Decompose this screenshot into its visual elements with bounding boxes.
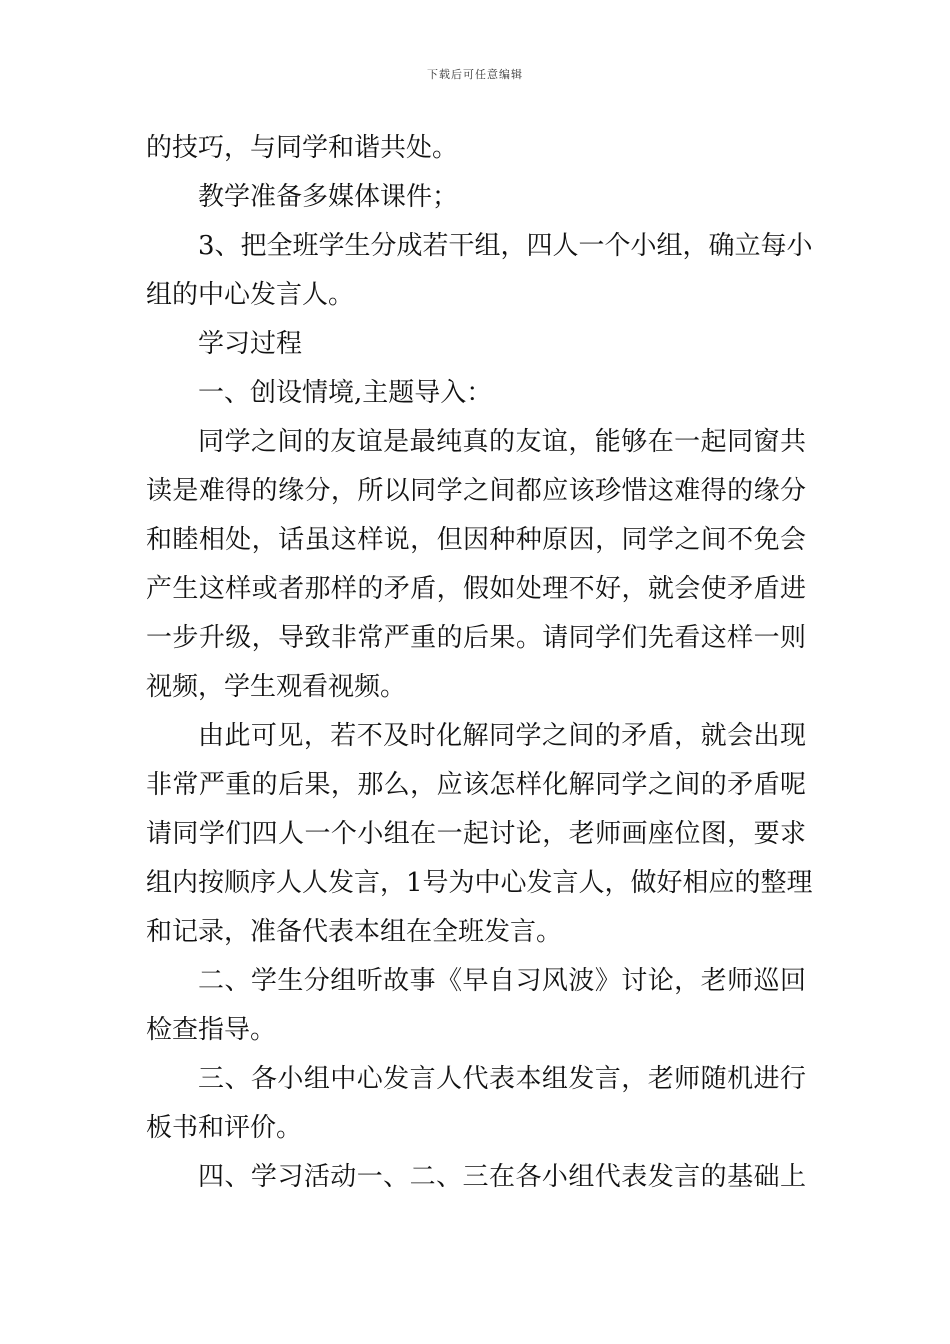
text-line: 读是难得的缘分，所以同学之间都应该珍惜这难得的缘分 — [146, 476, 806, 506]
text-line: 和睦相处，话虽这样说，但因种种原因，同学之间不免会 — [146, 525, 806, 555]
text-line: 产生这样或者那样的矛盾，假如处理不好，就会使矛盾进 — [146, 574, 806, 604]
text-line: 视频，学生观看视频。 — [146, 672, 407, 702]
text-line: 非常严重的后果，那么，应该怎样化解同学之间的矛盾呢 — [146, 770, 806, 800]
text-line: 组内按顺序人人发言，1号为中心发言人，做好相应的整理 — [146, 868, 813, 898]
text-line: 四、学习活动一、二、三在各小组代表发言的基础上 — [198, 1162, 806, 1192]
text-line: 二、学生分组听故事《早自习风波》讨论，老师巡回 — [198, 966, 806, 996]
text-line: 请同学们四人一个小组在一起讨论，老师画座位图，要求 — [146, 819, 806, 849]
text-line: 和记录，准备代表本组在全班发言。 — [146, 917, 563, 947]
text-line: 教学准备多媒体课件； — [198, 182, 459, 212]
text-line: 学习过程 — [198, 329, 303, 359]
text-line: 一步升级，导致非常严重的后果。请同学们先看这样一则 — [146, 623, 806, 653]
text-line: 三、各小组中心发言人代表本组发言，老师随机进行 — [198, 1064, 806, 1094]
text-line: 3、把全班学生分成若干组，四人一个小组，确立每小 — [198, 231, 813, 261]
text-line: 的技巧，与同学和谐共处。 — [146, 133, 459, 163]
text-line: 一、创设情境,主题导入： — [198, 378, 493, 408]
text-line: 同学之间的友谊是最纯真的友谊，能够在一起同窗共 — [198, 427, 806, 457]
document-body — [146, 124, 813, 1202]
text-line: 检查指导。 — [146, 1015, 277, 1045]
text-line: 由此可见，若不及时化解同学之间的矛盾，就会出现 — [198, 721, 806, 751]
text-line: 板书和评价。 — [146, 1113, 303, 1143]
text-line: 组的中心发言人。 — [146, 280, 355, 310]
page-header: 下载后可任意编辑 — [427, 68, 523, 81]
